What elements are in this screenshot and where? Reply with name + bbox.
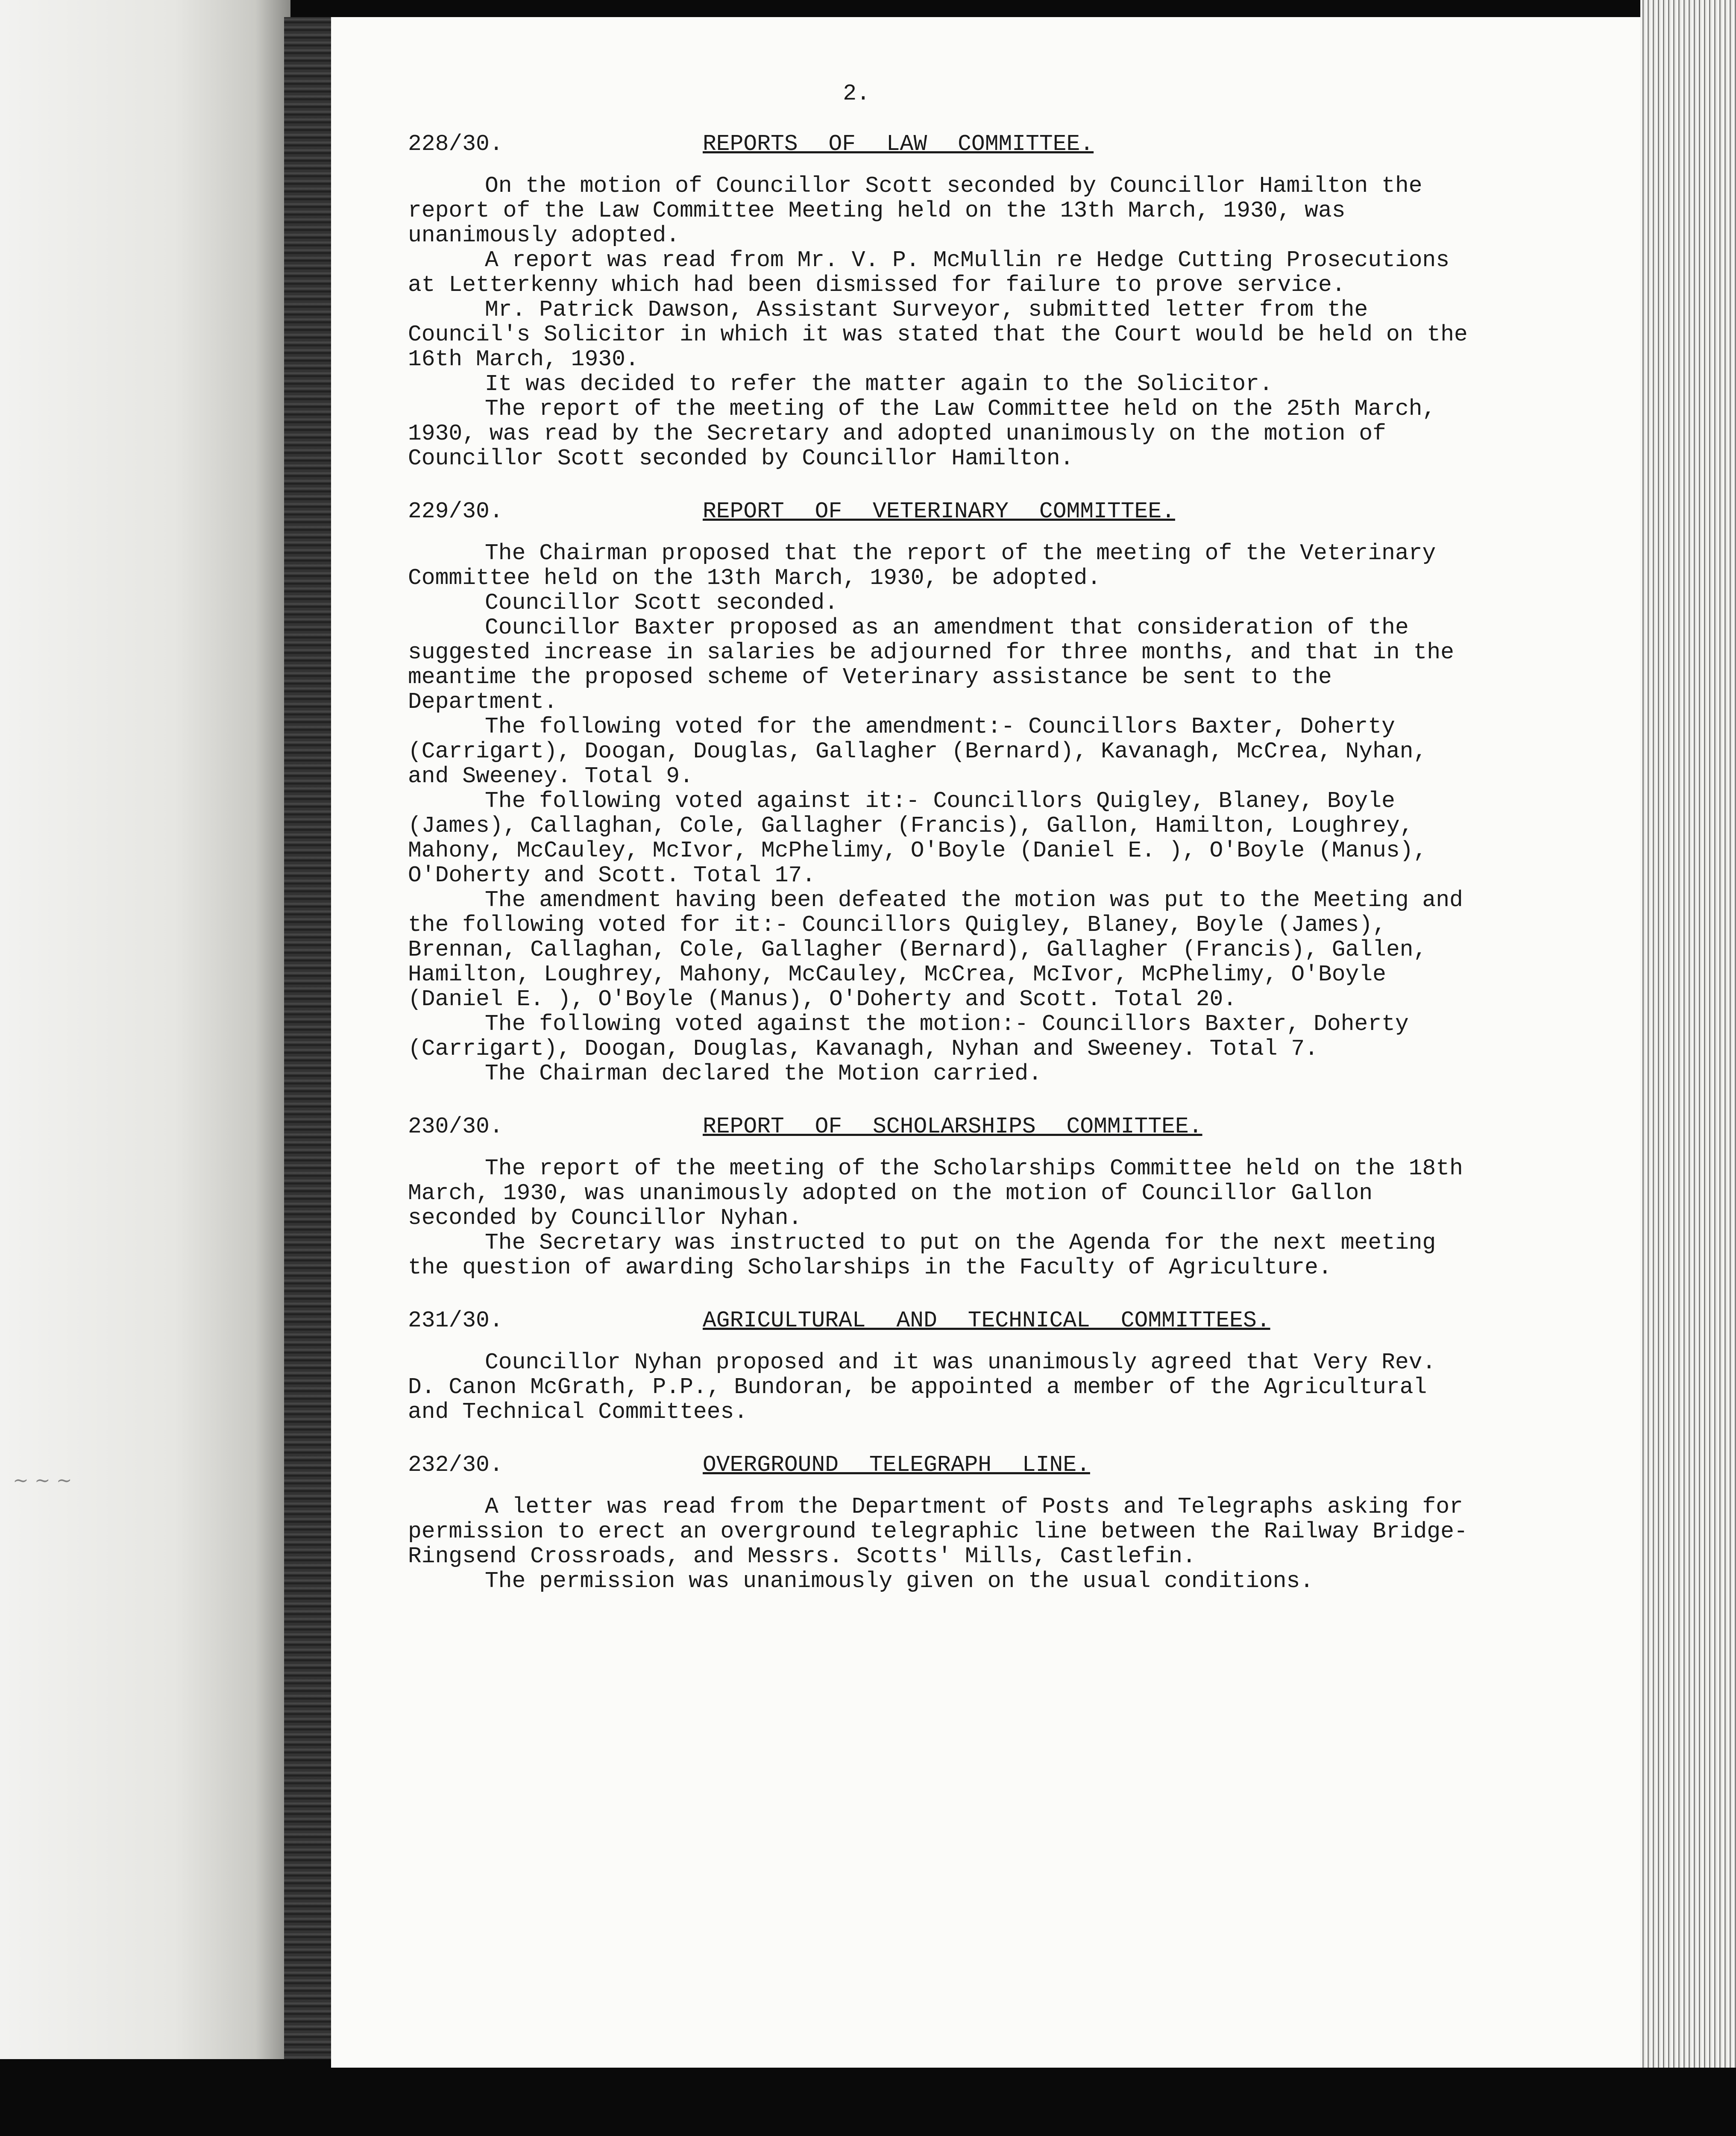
minute-231	[408, 1308, 1476, 1424]
paragraph: Councillor Nyhan proposed and it was unanimously agreed that Very Rev. D. Canon McGrath, P.P., Bundoran, be appointed a member of the Agricultural and Technical Committees.	[408, 1350, 1436, 1425]
minute-232	[408, 1452, 1476, 1593]
minute-number: 229/30.	[408, 499, 503, 524]
section-heading	[408, 1452, 1476, 1477]
facing-page-fragment	[0, 0, 290, 2059]
paragraph: The following voted against it:- Councillors Quigley, Blaney, Boyle (James), Callaghan, Cole, Gallagher (Francis), Gallon, Hamilton, Loughrey, Mahony, McCauley, McIvor, McPhelimy, O'Boyle (Daniel E. ), O'Boyle (Manus), O'Doherty and Scott. Total 17.	[408, 788, 1427, 888]
paragraph: The amendment having been defeated the motion was put to the Meeting and the following voted for it:- Councillors Quigley, Blaney, Boyle (James), Brennan, Callaghan, Cole, Gallagher (Bernard), Gallagher (Francis), Gallen, Hamilton, Loughrey, Mahony, McCauley, McCrea, McIvor, McPhelimy, O'Boyle (Daniel E. ), O'Boyle (Manus), O'Doherty and Scott. Total 20.	[408, 887, 1463, 1012]
bleed-through-text: ~ ~ ~	[13, 1470, 72, 1491]
minute-230	[408, 1114, 1476, 1280]
section-title: REPORTS OF LAW COMMITTEE.	[703, 131, 1094, 157]
minute-number: 230/30.	[408, 1114, 503, 1139]
paragraph: Councillor Scott seconded.	[485, 590, 838, 616]
section-title: OVERGROUND TELEGRAPH LINE.	[703, 1452, 1090, 1478]
page-number: 2.	[843, 81, 870, 106]
paragraph: A report was read from Mr. V. P. McMullin re Hedge Cutting Prosecutions at Letterkenny which had been dismissed for failure to prove service.	[408, 247, 1450, 298]
section-heading	[408, 132, 1476, 156]
paragraph: The Chairman proposed that the report of the meeting of the Veterinary Committee held on the 13th March, 1930, be adopted.	[408, 540, 1436, 591]
minute-228	[408, 132, 1476, 471]
section-heading	[408, 1114, 1476, 1139]
section-title: AGRICULTURAL AND TECHNICAL COMMITTEES.	[703, 1308, 1270, 1333]
minute-number: 228/30.	[408, 131, 503, 157]
section-title: REPORT OF VETERINARY COMMITTEE.	[703, 499, 1175, 524]
paragraph: The Secretary was instructed to put on the Agenda for the next meeting the question of awarding Scholarships in the Faculty of Agriculture.	[408, 1230, 1436, 1280]
paragraph: The following voted for the amendment:- Councillors Baxter, Doherty (Carrigart), Doogan, Douglas, Gallagher (Bernard), Kavanagh, McCrea, Nyhan, and Sweeney. Total 9.	[408, 714, 1427, 789]
paragraph: Mr. Patrick Dawson, Assistant Surveyor, submitted letter from the Council's Solicitor in which it was stated that the Court would be held on the 16th March, 1930.	[408, 297, 1468, 372]
paragraph: A letter was read from the Department of Posts and Telegraphs asking for permission to erect an overground telegraphic line between the Railway Bridge-Ringsend Crossroads, and Messrs. Scotts' Mills, Castlefin.	[408, 1494, 1468, 1569]
book-gutter	[284, 17, 331, 2059]
paragraph: The permission was unanimously given on the usual conditions.	[485, 1568, 1314, 1594]
minute-number: 232/30.	[408, 1452, 503, 1478]
paragraph: On the motion of Councillor Scott seconded by Councillor Hamilton the report of the Law Committee Meeting held on the 13th March, 1930, was unanimously adopted.	[408, 173, 1422, 248]
section-heading	[408, 1308, 1476, 1333]
minute-229	[408, 499, 1476, 1086]
paragraph: The report of the meeting of the Scholarships Committee held on the 18th March, 1930, was unanimously adopted on the motion of Councillor Gallon seconded by Councillor Nyhan.	[408, 1156, 1463, 1231]
document-body	[408, 81, 1476, 1622]
paragraph: The report of the meeting of the Law Committee held on the 25th March, 1930, was read by the Secretary and adopted unanimously on the motion of Councillor Scott seconded by Councillor Hamilton.	[408, 396, 1436, 471]
paragraph: The following voted against the motion:- Councillors Baxter, Doherty (Carrigart), Doogan, Douglas, Kavanagh, Nyhan and Sweeney. Total 7.	[408, 1011, 1409, 1062]
section-heading	[408, 499, 1476, 524]
paragraph: The Chairman declared the Motion carried.	[485, 1061, 1042, 1086]
section-title: REPORT OF SCHOLARSHIPS COMMITTEE.	[703, 1114, 1202, 1139]
paragraph: Councillor Baxter proposed as an amendment that consideration of the suggested increase in salaries be adjourned for three months, and that in the meantime the proposed scheme of Veterinary assistance be sent to the Department.	[408, 615, 1454, 715]
minute-number: 231/30.	[408, 1308, 503, 1333]
paragraph: It was decided to refer the matter again to the Solicitor.	[485, 371, 1273, 397]
page-edges	[1640, 0, 1736, 2068]
